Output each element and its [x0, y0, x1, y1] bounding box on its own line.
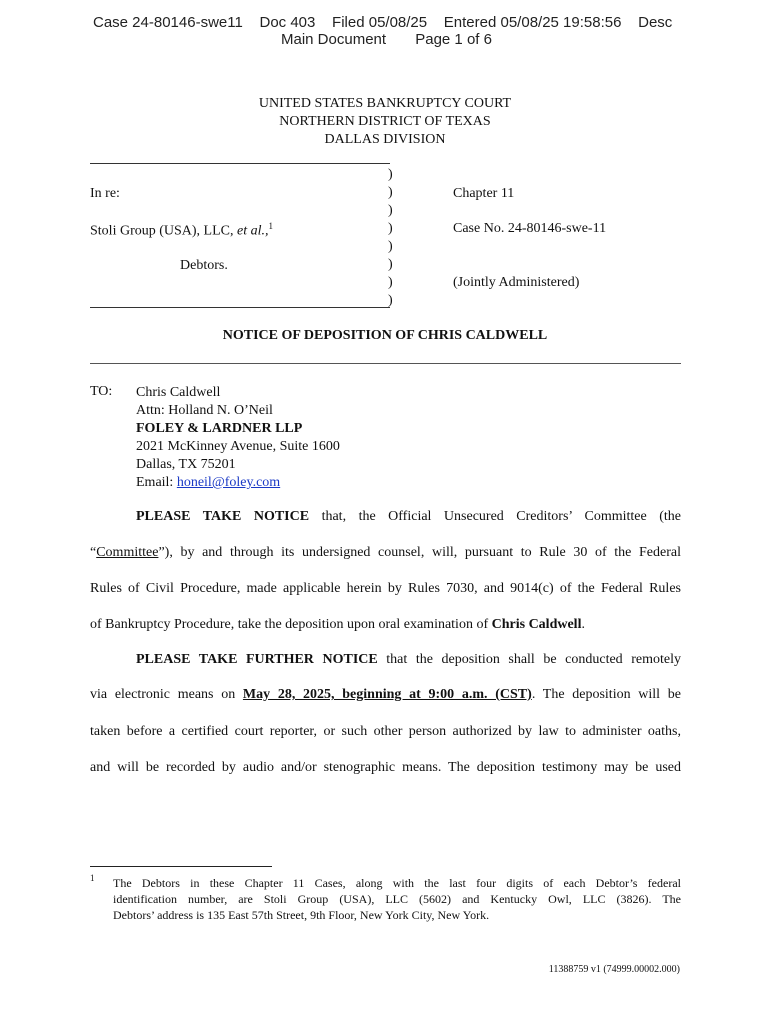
to-label: TO: [90, 384, 113, 399]
recipient-street: 2021 McKinney Avenue, Suite 1600 [136, 439, 340, 454]
caption-paren: ) [388, 167, 393, 182]
caption-paren: ) [388, 257, 393, 272]
recipient-firm: FOLEY & LARDNER LLP [136, 421, 303, 436]
document-id: 11388759 v1 (74999.00002.000) [548, 964, 680, 975]
caption-paren: ) [388, 293, 393, 308]
title-rule [90, 363, 681, 364]
caption-paren: ) [388, 275, 393, 290]
debtor-name: Stoli Group (USA), LLC, [90, 223, 234, 239]
et-al: et al., [237, 223, 269, 239]
open-quote: “ [90, 545, 97, 560]
doc-number: Doc 403 [259, 14, 316, 31]
caption-top-rule [90, 163, 390, 164]
footnote-line3: Debtors’ address is 135 East 57th Street, 9th Floor, New York City, New York. [113, 908, 490, 922]
recipient-block [136, 384, 340, 492]
para1-line1-text: that, the Official Unsecured Creditors’ Committee (the [321, 509, 681, 524]
email-link[interactable]: honeil@foley.com [176, 475, 281, 490]
para1-line4-text: of Bankruptcy Procedure, take the deposition upon oral examination of [90, 617, 489, 632]
para1-line2 [90, 545, 681, 561]
recipient-name: Chris Caldwell [136, 385, 221, 400]
para2-line3: taken before a certified court reporter, or such other person authorized by law to administer oaths, [90, 724, 681, 739]
para2-line4: and will be recorded by audio and/or stenographic means. The deposition testimony may be used [90, 760, 681, 775]
para2-lead: PLEASE TAKE FURTHER NOTICE [136, 652, 378, 667]
email-label: Email: [136, 475, 174, 490]
footnote-ref: 1 [268, 221, 273, 231]
court-heading [0, 95, 770, 149]
debtor-caption [90, 221, 273, 240]
document-title: NOTICE OF DEPOSITION OF CHRIS CALDWELL [222, 328, 548, 343]
caption-paren: ) [388, 221, 393, 236]
entered-date: Entered 05/08/25 19:58:56 [443, 14, 622, 31]
para1-period: . [581, 617, 585, 632]
caption-paren: ) [388, 239, 393, 254]
case-number-label: Case No. 24-80146-swe-11 [453, 221, 607, 236]
deposition-date: May 28, 2025, beginning at 9:00 a.m. (CST) [242, 687, 532, 702]
para1-line2-text: ”), by and through its undersigned counsel, will, pursuant to Rule 30 of the Federal [158, 545, 681, 560]
para2-line2-rest: . The deposition will be [531, 687, 681, 702]
para2-line1-text: that the deposition shall be conducted remotely [386, 652, 682, 667]
filed-date: Filed 05/08/25 [332, 14, 428, 31]
para1-lead: PLEASE TAKE NOTICE [136, 509, 310, 524]
court-name: UNITED STATES BANKRUPTCY COURT [258, 96, 512, 111]
case-number: Case 24-80146-swe11 [93, 14, 243, 31]
caption-paren: ) [388, 185, 393, 200]
desc-label: Desc [638, 14, 673, 31]
caption-paren: ) [388, 203, 393, 218]
footnote-rule [90, 866, 272, 867]
jointly-administered-label: (Jointly Administered) [453, 275, 580, 290]
para1-line1 [136, 509, 681, 525]
para2-line2-text: via electronic means on [90, 687, 236, 702]
main-document-label: Main Document [281, 31, 387, 48]
ecf-header-line2 [281, 31, 492, 48]
court-division: DALLAS DIVISION [324, 132, 446, 147]
debtors-label: Debtors. [180, 258, 228, 273]
footnote-line1: The Debtors in these Chapter 11 Cases, along with the last four digits of each Debtor’s federal [113, 876, 681, 890]
recipient-email-line [136, 474, 340, 492]
committee-defined-term: Committee [96, 545, 159, 560]
caption-bottom-rule [90, 307, 390, 308]
para2-line1 [136, 652, 681, 668]
page-indicator: Page 1 of 6 [415, 31, 492, 48]
ecf-header-line1 [93, 14, 672, 31]
para2-line2 [90, 687, 681, 703]
in-re-label: In re: [90, 186, 120, 201]
footnote-marker: 1 [90, 873, 95, 883]
recipient-city: Dallas, TX 75201 [136, 457, 236, 472]
chapter-label: Chapter 11 [453, 186, 515, 201]
deponent-name: Chris Caldwell [491, 617, 582, 632]
para1-line3: Rules of Civil Procedure, made applicable herein by Rules 7030, and 9014(c) of the Federal Rules [90, 581, 681, 596]
para1-line4 [90, 617, 585, 633]
court-district: NORTHERN DISTRICT OF TEXAS [279, 114, 491, 129]
recipient-attn: Attn: Holland N. O’Neil [136, 403, 273, 418]
footnote-line2: identification number, are Stoli Group (USA), LLC (5602) and Kentucky Owl, LLC (3826). The [113, 892, 681, 906]
